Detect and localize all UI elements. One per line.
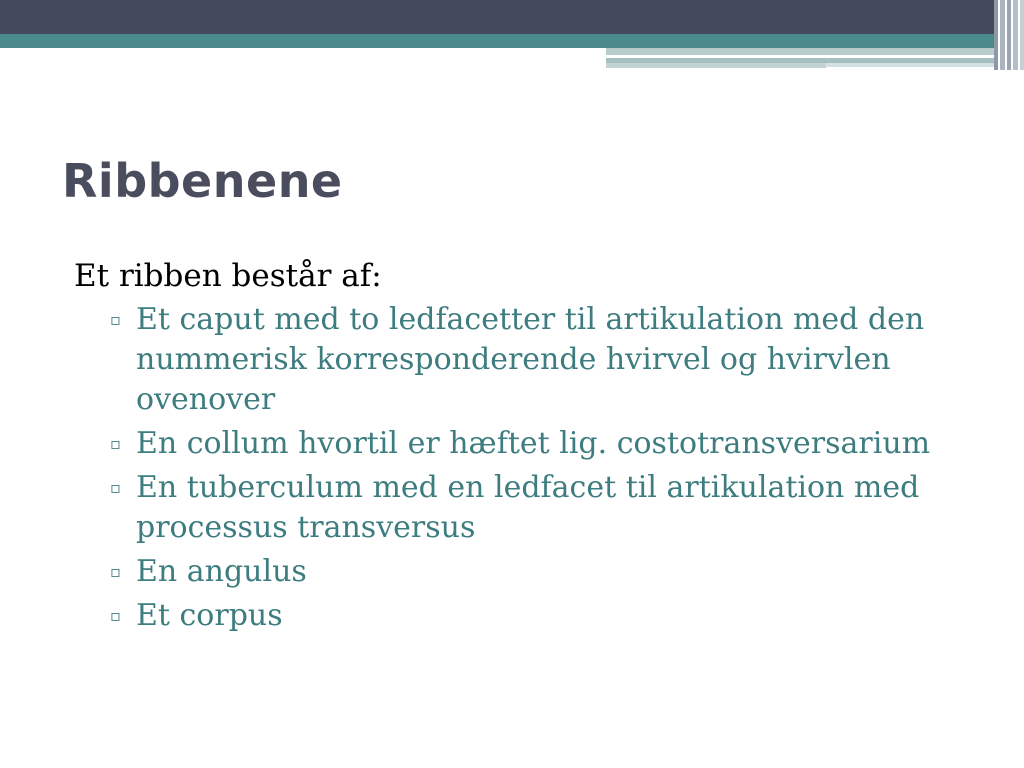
header-dark-bar [0, 0, 1024, 34]
bullet-item-corpus [110, 596, 974, 636]
bullet-list [74, 300, 974, 636]
bullet-text: Et caput med to ledfacetter til artikulation med den nummerisk korresponderende hvirvel og hvirvlen ovenover [136, 302, 925, 417]
bullet-item-angulus [110, 552, 974, 592]
header-teal-bar [0, 34, 1024, 48]
bullet-square-icon: ▫ [110, 606, 121, 625]
slide-content [74, 256, 974, 640]
bullet-text: En angulus [136, 554, 307, 589]
bullet-square-icon: ▫ [110, 478, 121, 497]
bullet-text: En tuberculum med en ledfacet til artikulation med processus transversus [136, 470, 920, 545]
header-stripes [994, 0, 1024, 70]
header-accent-bar-3 [606, 63, 826, 68]
bullet-text: Et corpus [136, 598, 283, 633]
bullet-square-icon: ▫ [110, 562, 121, 581]
bullet-item-caput [110, 300, 974, 420]
bullet-item-tuberculum [110, 468, 974, 548]
bullet-square-icon: ▫ [110, 310, 121, 329]
bullet-square-icon: ▫ [110, 434, 121, 453]
header-accent-bar [606, 48, 1024, 55]
slide-title: Ribbenene [62, 154, 343, 208]
intro-text: Et ribben består af: [74, 258, 382, 294]
bullet-item-collum [110, 424, 974, 464]
bullet-text: En collum hvortil er hæftet lig. costotransversarium [136, 426, 931, 461]
